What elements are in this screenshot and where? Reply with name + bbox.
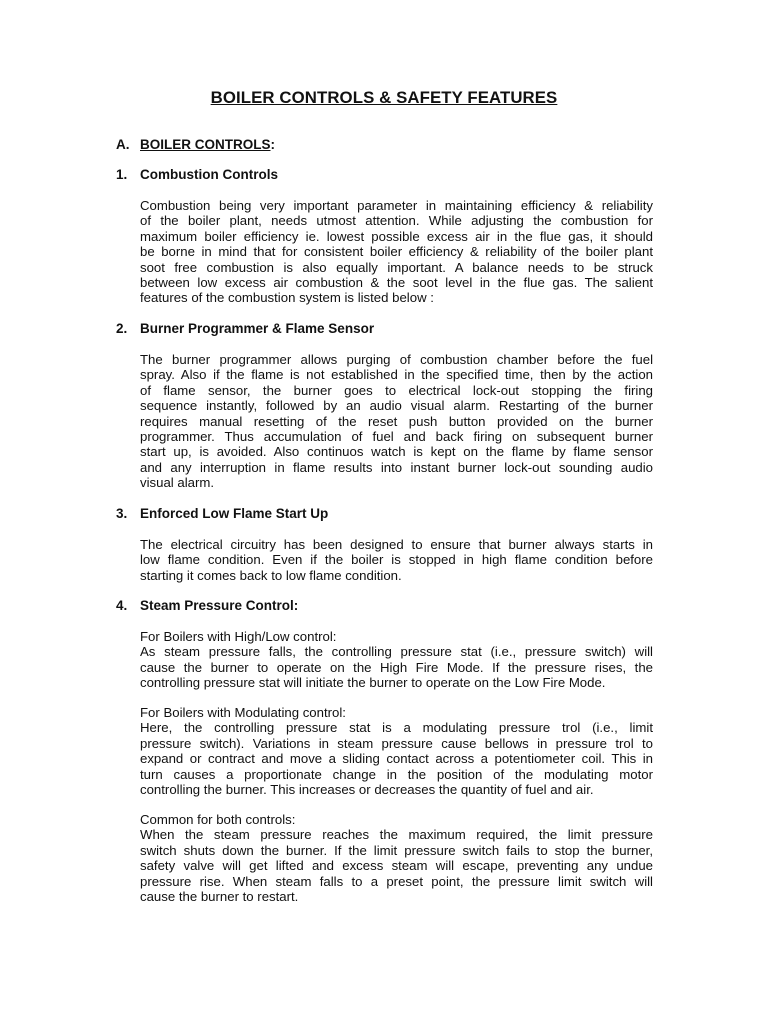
text-line: spray. Also if the flame is not established in the specified time, then by the action [140,367,653,383]
item-heading-4 [116,598,298,614]
section-heading-a [116,137,275,153]
item-number: 1. [116,167,128,182]
text-line: expand or contract and move a sliding contact across a potentiometer coil. This in [140,751,653,767]
text-line: features of the combustion system is listed below : [140,290,434,306]
item-paragraph-3 [140,537,653,583]
text-line: The burner programmer allows purging of combustion chamber before the fuel [140,352,653,367]
text-line: Here, the controlling pressure stat is a modulating pressure trol (i.e., limit [140,720,653,736]
text-line: be borne in mind that for consistent boiler efficiency & reliability of the boiler plant [140,244,653,260]
item-number: 2. [116,321,128,336]
text-line: safety valve will get lifted and excess steam will escape, preventing any undue [140,858,653,874]
text-line: The electrical circuitry has been designed to ensure that burner always starts in [140,537,653,552]
text-line: low flame condition. Even if the boiler is stopped in high flame condition before [140,552,653,568]
text-line: and any interruption in flame results into instant burner lock-out sounding audio [140,459,653,475]
section-label: BOILER CONTROLS [140,137,271,152]
block-subheading: For Boilers with High/Low control: [140,629,337,644]
block-subheading: For Boilers with Modulating control: [140,705,346,720]
item-heading-3 [116,506,328,522]
text-line: cause the burner to operate on the High Fire Mode. If the pressure rises, the [140,659,653,675]
text-line: Combustion being very important parameter in maintaining efficiency & reliability [140,198,653,213]
text-line: maximum boiler efficiency ie. lowest possible excess air in the flue gas, it should [140,228,653,244]
text-line: visual alarm. [140,475,215,491]
item-4-block-common [140,812,653,904]
item-heading-2 [116,321,374,337]
text-line: programmer. Thus accumulation of fuel and back firing on subsequent burner [140,429,653,445]
item-paragraph-1 [140,198,653,306]
item-number: 4. [116,598,128,613]
text-line: of flame sensor, the burner goes to electrical lock-out stopping the firing [140,382,653,398]
section-suffix: : [270,137,275,152]
text-line: between low excess air combustion & the soot level in the flue gas. The salient [140,275,653,291]
text-line: requires manual resetting of the reset push button provided on the burner [140,413,653,429]
text-line: sequence instantly, followed by an audio visual alarm. Restarting of the burner [140,398,653,414]
text-line: start up, is avoided. Also continuos watch is kept on the flame by flame sensor [140,444,653,460]
text-line: pressure switch). Variations in steam pressure cause bellows in pressure trol to [140,735,653,751]
page-title: BOILER CONTROLS & SAFETY FEATURES [210,88,558,107]
item-heading-1 [116,167,278,183]
item-title: Enforced Low Flame Start Up [140,506,329,521]
text-line: starting it comes back to low flame condition. [140,567,402,583]
text-line: As steam pressure falls, the controlling pressure stat (i.e., pressure switch) will [140,644,653,660]
text-line: of the boiler plant, needs utmost attention. While adjusting the combustion for [140,213,653,229]
item-title: Combustion Controls [140,167,278,182]
text-line: turn causes a proportionate change in the position of the modulating motor [140,766,653,782]
text-line: When the steam pressure reaches the maximum required, the limit pressure [140,827,653,843]
item-title: Burner Programmer & Flame Sensor [140,321,375,336]
block-subheading: Common for both controls: [140,812,296,827]
text-line: controlling the burner. This increases or decreases the quantity of fuel and air. [140,782,594,798]
text-line: pressure rise. When steam falls to a preset point, the pressure limit switch will [140,873,653,889]
item-paragraph-2 [140,352,653,491]
item-4-block-modulating [140,705,653,797]
text-line: soot free combustion is also equally important. A balance needs to be struck [140,259,653,275]
text-line: controlling pressure stat will initiate the burner to operate on the Low Fire Mode. [140,675,606,691]
section-letter: A. [116,137,130,152]
text-line: switch shuts down the burner. If the limit pressure switch fails to stop the burner, [140,842,653,858]
item-4-block-high-low [140,629,653,691]
item-title: Steam Pressure Control: [140,598,299,613]
text-line: cause the burner to restart. [140,889,299,905]
item-number: 3. [116,506,128,521]
